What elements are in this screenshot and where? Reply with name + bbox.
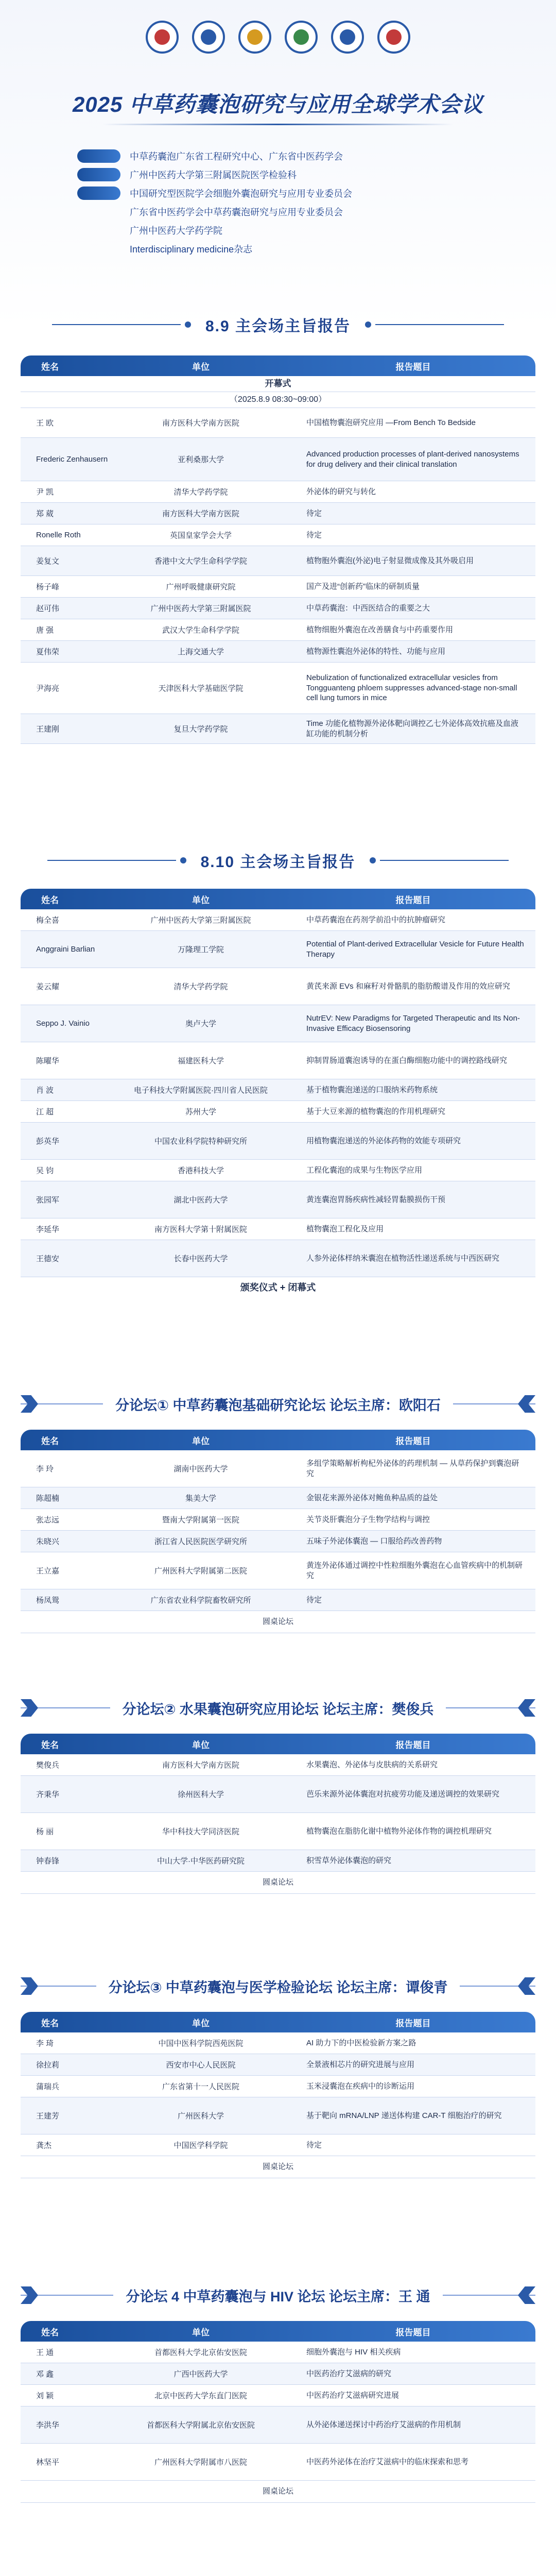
speaker-name: 李 琦 [36, 2039, 54, 2048]
organizer-row [77, 202, 489, 221]
speaker-name: 张园军 [36, 1196, 60, 1205]
speaker-unit: 复旦大学药学院 [173, 725, 228, 734]
report-topic: 黄连囊泡胃肠疾病性减轻胃黏膜损伤干预 [306, 1195, 446, 1204]
speaker-unit: 广州呼吸健康研究院 [166, 583, 236, 591]
speaker-name: 李洪华 [36, 2421, 60, 2430]
table-header [21, 1430, 535, 1450]
roundtable: 圆桌论坛 [21, 1872, 535, 1894]
speaker-name: 徐拉莉 [36, 2061, 60, 2070]
header-topic: 报告题目 [395, 2018, 431, 2028]
speaker-name: 姜复文 [36, 557, 60, 566]
report-topic: 关节炎肝囊泡分子生物学结构与调控 [306, 1515, 430, 1524]
speaker-unit: 广州医科大学附属第二医院 [154, 1567, 247, 1575]
report-topic: 植物囊泡工程化及应用 [306, 1224, 384, 1233]
speaker-unit: 集美大学 [185, 1494, 216, 1503]
report-topic: 基于植物囊泡递送的口服纳米药物系统 [306, 1085, 438, 1094]
report-topic: Potential of Plant-derived Extracellular Vesicle for Future Health Therapy [306, 940, 524, 959]
table-header [21, 1734, 535, 1754]
table-row [21, 641, 535, 663]
speaker-unit: 华中科技大学同济医院 [162, 1827, 239, 1836]
speaker-unit: 亚利桑那大学 [177, 455, 224, 464]
speaker-name: 吴 钧 [36, 1166, 54, 1175]
speaker-unit: 北京中医药大学东直门医院 [154, 2392, 247, 2400]
header-topic: 报告题目 [395, 2327, 431, 2337]
speaker-unit: 香港科技大学 [177, 1166, 224, 1175]
speaker-unit: 广州中医药大学第三附属医院 [150, 604, 251, 613]
table-row [21, 2032, 535, 2054]
organizer-logos [0, 21, 556, 54]
report-topic: 水果囊泡、外泌体与皮肤病的关系研究 [306, 1760, 438, 1769]
speaker-unit: 广州医科大学 [177, 2112, 224, 2121]
header-topic: 报告题目 [395, 1436, 431, 1446]
report-topic: 金银花来源外泌体对鲍鱼种品质的益处 [306, 1493, 438, 1502]
table-row [21, 2342, 535, 2363]
table-header [21, 355, 535, 376]
speaker-name: 肖 波 [36, 1086, 54, 1095]
speaker-name: 刘 颖 [36, 2392, 54, 2400]
report-topic: 植物细胞外囊泡在改善膳食与中药重要作用 [306, 625, 454, 634]
table-row [21, 1487, 535, 1509]
speaker-name: 杨 丽 [36, 1827, 54, 1836]
logo-3 [238, 21, 271, 54]
table-row [21, 524, 535, 546]
speaker-unit: 湖南中医药大学 [173, 1465, 228, 1473]
report-topic: 玉米浸囊泡在疾病中的诊断运用 [306, 2081, 415, 2091]
day1-banner-title: 8.9 主会场主旨报告 [205, 318, 351, 335]
table-row [21, 1850, 535, 1872]
header-unit: 单位 [192, 895, 210, 905]
table-row [21, 2444, 535, 2481]
speaker-unit: 广州医科大学附属市八医院 [154, 2458, 247, 2467]
header-unit: 单位 [192, 2018, 210, 2028]
speaker-name: 王 欧 [36, 419, 54, 428]
speaker-unit: 中国医学科学院 [173, 2141, 228, 2150]
table-row [21, 408, 535, 438]
speaker-unit: 清华大学药学院 [173, 982, 228, 991]
speaker-unit: 中国中医科学院西苑医院 [158, 2039, 244, 2048]
speaker-unit: 上海交通大学 [177, 648, 224, 656]
forum1-table [21, 1430, 535, 1633]
speaker-unit: 南方医科大学南方医院 [162, 419, 239, 428]
table-row [21, 2406, 535, 2444]
forum1-banner [21, 1386, 535, 1422]
organizer-name: 广州中医药大学第三附属医院医学检验科 [130, 170, 297, 180]
table-row [21, 2097, 535, 2134]
organizer-role-tag [77, 224, 120, 237]
speaker-unit: 苏州大学 [185, 1108, 216, 1116]
organizer-row [77, 240, 489, 258]
forum3-title: 分论坛③ 中草药囊泡与医学检验论坛 论坛主席：谭俊青 [96, 1976, 460, 1996]
report-topic: 芭乐来源外泌体囊泡对抗疲劳功能及递送调控的效果研究 [306, 1789, 500, 1799]
table-row [21, 968, 535, 1005]
speaker-name: Frederic Zenhausern [36, 455, 108, 464]
forum3-rows [21, 2032, 535, 2156]
table-row [21, 1101, 535, 1123]
table-row [21, 1813, 535, 1850]
table-row [21, 438, 535, 481]
forum2-rows [21, 1754, 535, 1872]
speaker-unit: 福建医科大学 [177, 1057, 224, 1065]
table-row [21, 1181, 535, 1218]
report-topic: 待定 [306, 1595, 322, 1604]
forum1-rows [21, 1450, 535, 1611]
speaker-name: 李 玲 [36, 1465, 54, 1473]
speaker-name: 姜云耀 [36, 982, 60, 991]
organizer-role-tag [77, 149, 120, 163]
report-topic: 待定 [306, 530, 322, 539]
table-row [21, 1589, 535, 1611]
header-unit: 单位 [192, 2327, 210, 2337]
speaker-unit: 武汉大学生命科学学院 [162, 626, 239, 635]
day1-banner [0, 309, 556, 340]
table-row [21, 1160, 535, 1181]
title-divider [103, 124, 453, 125]
speaker-unit: 中山大学·中华医药研究院 [157, 1857, 245, 1866]
table-header [21, 889, 535, 909]
table-row [21, 1218, 535, 1240]
speaker-unit: 南方医科大学南方医院 [162, 510, 239, 518]
table-row [21, 546, 535, 576]
table-row [21, 503, 535, 524]
closing-ceremony: 颁奖仪式 + 闭幕式 [240, 1282, 316, 1293]
header-unit: 单位 [192, 1436, 210, 1446]
organizer-name: 广东省中医药学会中草药囊泡研究与应用专业委员会 [130, 207, 343, 217]
speaker-name: 陈超楠 [36, 1494, 60, 1503]
opening-time: （2025.8.9 08:30~09:00） [21, 392, 535, 408]
table-row [21, 2054, 535, 2076]
report-topic: 工程化囊泡的成果与生物医学应用 [306, 1165, 423, 1175]
header-name: 姓名 [41, 2018, 59, 2028]
roundtable: 圆桌论坛 [21, 1611, 535, 1633]
speaker-name: 赵可伟 [36, 604, 60, 613]
organizer-name: 中国研究型医院学会细胞外囊泡研究与应用专业委员会 [130, 189, 352, 199]
organizer-name: 广州中医药大学药学院 [130, 226, 222, 236]
logo-1 [146, 21, 179, 54]
forum3-table [21, 2012, 535, 2178]
header-topic: 报告题目 [395, 1740, 431, 1750]
table-row [21, 1042, 535, 1079]
speaker-name: 王德安 [36, 1255, 60, 1263]
table-row [21, 1509, 535, 1531]
organizer-list [77, 147, 489, 258]
speaker-unit: 南方医科大学第十附属医院 [154, 1225, 247, 1234]
report-topic: 多组学策略解析枸杞外泌体的药理机制 — 从草药保护到囊泡研究 [306, 1459, 519, 1478]
speaker-name: 彭英华 [36, 1137, 60, 1146]
speaker-unit: 广西中医药大学 [173, 2370, 228, 2379]
day2-rows [21, 909, 535, 1277]
speaker-unit: 清华大学药学院 [173, 488, 228, 497]
report-topic: 抑制胃肠道囊泡诱导的在蛋白酶细胞功能中的调控路线研究 [306, 1056, 508, 1065]
opening-title: 开幕式 [21, 376, 535, 392]
organizer-role-tag [77, 187, 120, 200]
organizer-row [77, 221, 489, 240]
header-name: 姓名 [41, 1740, 59, 1750]
speaker-name: 尹 凯 [36, 488, 54, 497]
speaker-name: 王 通 [36, 2348, 54, 2357]
roundtable: 圆桌论坛 [21, 2481, 535, 2503]
speaker-name: 钟春锋 [36, 1857, 60, 1866]
day2-banner-title: 8.10 主会场主旨报告 [200, 854, 356, 871]
speaker-name: 李延华 [36, 1225, 60, 1234]
report-topic: 中草药囊泡：中西医结合的重要之大 [306, 603, 430, 613]
forum4-banner [21, 2277, 535, 2313]
header-name: 姓名 [41, 362, 59, 372]
report-topic: 黄连外泌体通过调控中性粒细胞外囊泡在心血管疾病中的机制研究 [306, 1561, 523, 1580]
report-topic: 人参外泌体样纳米囊泡在植物活性递送系统与中西医研究 [306, 1253, 500, 1263]
speaker-name: 王建刚 [36, 725, 60, 734]
report-topic: 五味子外泌体囊泡 — 口服给药改善药物 [306, 1536, 442, 1546]
report-topic: AI 助力下的中医检验新方案之路 [306, 2038, 416, 2047]
forum4-title: 分论坛 4 中草药囊泡与 HIV 论坛 论坛主席：王 通 [113, 2285, 442, 2306]
speaker-unit: 西安市中心人民医院 [166, 2061, 236, 2070]
table-row [21, 1531, 535, 1552]
speaker-name: 王立嘉 [36, 1567, 60, 1575]
speaker-unit: 电子科技大学附属医院·四川省人民医院 [134, 1086, 268, 1095]
speaker-unit: 香港中文大学生命科学学院 [154, 557, 247, 566]
speaker-name: Ronelle Roth [36, 531, 81, 539]
logo-4 [285, 21, 318, 54]
day1-table [21, 355, 535, 744]
logo-5 [331, 21, 364, 54]
table-row [21, 663, 535, 714]
speaker-unit: 万隆理工学院 [177, 945, 224, 954]
report-topic: 中国植物囊泡研究应用 —From Bench To Bedside [306, 418, 476, 427]
speaker-name: 张志远 [36, 1516, 60, 1524]
forum2-table [21, 1734, 535, 1894]
speaker-unit: 暨南大学附属第一医院 [162, 1516, 239, 1524]
speaker-unit: 天津医科大学基础医学院 [158, 684, 244, 693]
report-topic: Nebulization of functionalized extracellular vesicles from Tongguanteng phloem suppresses advanced-stage non-small cell lung tumors in mice [306, 673, 517, 703]
report-topic: 基于靶向 mRNA/LNP 递送体构建 CAR-T 细胞治疗的研究 [306, 2111, 502, 2120]
speaker-unit: 南方医科大学南方医院 [162, 1761, 239, 1770]
conference-title: 2025 中草药囊泡研究与应用全球学术会议 [72, 92, 484, 116]
report-topic: 用植物囊泡递送的外泌体药物的效能专项研究 [306, 1136, 461, 1145]
table-row [21, 1450, 535, 1487]
forum2-title: 分论坛② 水果囊泡研究应用论坛 论坛主席：樊俊兵 [110, 1698, 446, 1718]
report-topic: Time 功能化植物源外泌体靶向调控乙七外泌体高效抗癌及血液缸功能的机制分析 [306, 719, 518, 738]
table-row [21, 931, 535, 968]
table-row [21, 2076, 535, 2097]
table-row [21, 481, 535, 503]
speaker-name: 杨子峰 [36, 583, 60, 591]
header-topic: 报告题目 [395, 895, 431, 905]
table-row [21, 909, 535, 931]
header-unit: 单位 [192, 362, 210, 372]
table-row [21, 1005, 535, 1042]
speaker-unit: 首都医科大学附属北京佑安医院 [146, 2421, 255, 2430]
table-row [21, 1754, 535, 1776]
table-row [21, 2363, 535, 2385]
table-header [21, 2321, 535, 2342]
table-row [21, 1552, 535, 1589]
header-name: 姓名 [41, 2327, 59, 2337]
report-topic: 细胞外囊泡与 HIV 相关疾病 [306, 2347, 401, 2357]
speaker-unit: 奥卢大学 [185, 1020, 216, 1028]
speaker-unit: 长春中医药大学 [173, 1255, 228, 1263]
forum4-table [21, 2321, 535, 2503]
header-name: 姓名 [41, 895, 59, 905]
speaker-name: Anggraini Barlian [36, 945, 95, 954]
speaker-name: 梅全喜 [36, 916, 60, 925]
table-row [21, 1776, 535, 1813]
speaker-unit: 广东省第十一人民医院 [162, 2082, 239, 2091]
speaker-name: 江 超 [36, 1108, 54, 1116]
speaker-name: 王建芳 [36, 2112, 60, 2121]
speaker-name: 郑 葳 [36, 510, 54, 518]
speaker-name: 樊俊兵 [36, 1761, 60, 1770]
speaker-unit: 英国皇家学会大学 [169, 531, 232, 540]
forum4-rows [21, 2342, 535, 2481]
report-topic: 基于大豆来源的植物囊泡的作用机理研究 [306, 1107, 446, 1116]
report-topic: 黄芪来源 EVs 和麻籽对骨骼肌的脂肪酸谱及作用的效应研究 [306, 981, 510, 991]
table-row [21, 1123, 535, 1160]
roundtable: 圆桌论坛 [21, 2156, 535, 2178]
report-topic: 积雪草外泌体囊泡的研究 [306, 1856, 392, 1865]
report-topic: 中医药治疗艾滋病研究进展 [306, 2391, 399, 2400]
logo-6 [377, 21, 410, 54]
speaker-name: 夏伟荣 [36, 648, 60, 656]
speaker-name: 陈曜华 [36, 1057, 60, 1065]
report-topic: 国产及进“创新药”临床的研制质量 [306, 582, 420, 591]
header-topic: 报告题目 [395, 362, 431, 372]
day1-rows [21, 408, 535, 744]
table-row [21, 1079, 535, 1101]
table-row [21, 714, 535, 744]
speaker-name: 龚杰 [36, 2141, 52, 2150]
forum3-banner [21, 1968, 535, 2004]
table-row [21, 1240, 535, 1277]
speaker-name: 蒲瑞兵 [36, 2082, 60, 2091]
organizer-name: Interdisciplinary medicine杂志 [130, 244, 253, 255]
table-header [21, 2012, 535, 2032]
speaker-unit: 徐州医科大学 [177, 1790, 224, 1799]
report-topic: 中医药外泌体在治疗艾滋病中的临床探索和思考 [306, 2457, 469, 2466]
day2-banner [0, 845, 556, 876]
table-row [21, 619, 535, 641]
speaker-name: 朱晓兴 [36, 1537, 60, 1546]
organizer-row [77, 184, 489, 202]
speaker-name: 唐 强 [36, 626, 54, 635]
speaker-name: 林坚平 [36, 2458, 60, 2467]
report-topic: 植物源性囊泡外泌体的特性、功能与应用 [306, 647, 446, 656]
day2-table [21, 889, 535, 1298]
logo-2 [192, 21, 225, 54]
table-row [21, 576, 535, 598]
organizer-role-tag [77, 242, 120, 256]
report-topic: 中医药治疗艾滋病的研究 [306, 2369, 392, 2378]
speaker-unit: 首都医科大学北京佑安医院 [154, 2348, 247, 2357]
report-topic: 外泌体的研究与转化 [306, 487, 376, 496]
speaker-name: 尹海亮 [36, 684, 60, 693]
organizer-row [77, 165, 489, 184]
speaker-unit: 湖北中医药大学 [173, 1196, 228, 1205]
speaker-name: 邓 鑫 [36, 2370, 54, 2379]
forum2-banner [21, 1690, 535, 1726]
report-topic: 植物囊泡在脂肪化谢中植物外泌体作物的调控机理研究 [306, 1826, 492, 1836]
table-row [21, 2134, 535, 2156]
forum1-title: 分论坛① 中草药囊泡基础研究论坛 论坛主席：欧阳石 [103, 1394, 453, 1414]
report-topic: 待定 [306, 2140, 322, 2149]
report-topic: 中草药囊泡在药剂学前沿中的抗肿瘤研究 [306, 915, 446, 924]
header-unit: 单位 [192, 1740, 210, 1750]
report-topic: 全景液相芯片的研究进展与应用 [306, 2060, 415, 2069]
organizer-name: 中草药囊泡广东省工程研究中心、广东省中医药学会 [130, 151, 343, 162]
report-topic: 待定 [306, 509, 322, 518]
speaker-name: Seppo J. Vainio [36, 1019, 90, 1028]
organizer-role-tag [77, 205, 120, 218]
table-row [21, 2385, 535, 2406]
report-topic: 植物胞外囊泡(外泌)电子射显微成像及其外吸启用 [306, 556, 474, 565]
speaker-name: 齐秉华 [36, 1790, 60, 1799]
speaker-name: 杨凤鸳 [36, 1596, 60, 1605]
speaker-unit: 广州中医药大学第三附属医院 [150, 916, 251, 925]
report-topic: NutrEV: New Paradigms for Targeted Therapeutic and Its Non-Invasive Efficacy Biosensoring [306, 1014, 520, 1033]
organizer-role-tag [77, 168, 120, 181]
speaker-unit: 浙江省人民医院医学研究所 [154, 1537, 247, 1546]
table-row [21, 598, 535, 619]
report-topic: Advanced production processes of plant-derived nanosystems for drug delivery and their clinical translation [306, 450, 519, 469]
report-topic: 从外泌体递送探讨中药治疗艾滋病的作用机制 [306, 2420, 461, 2429]
speaker-unit: 中国农业科学院特种研究所 [154, 1137, 247, 1146]
header-name: 姓名 [41, 1436, 59, 1446]
organizer-row [77, 147, 489, 165]
speaker-unit: 广东省农业科学院畜牧研究所 [150, 1596, 251, 1605]
